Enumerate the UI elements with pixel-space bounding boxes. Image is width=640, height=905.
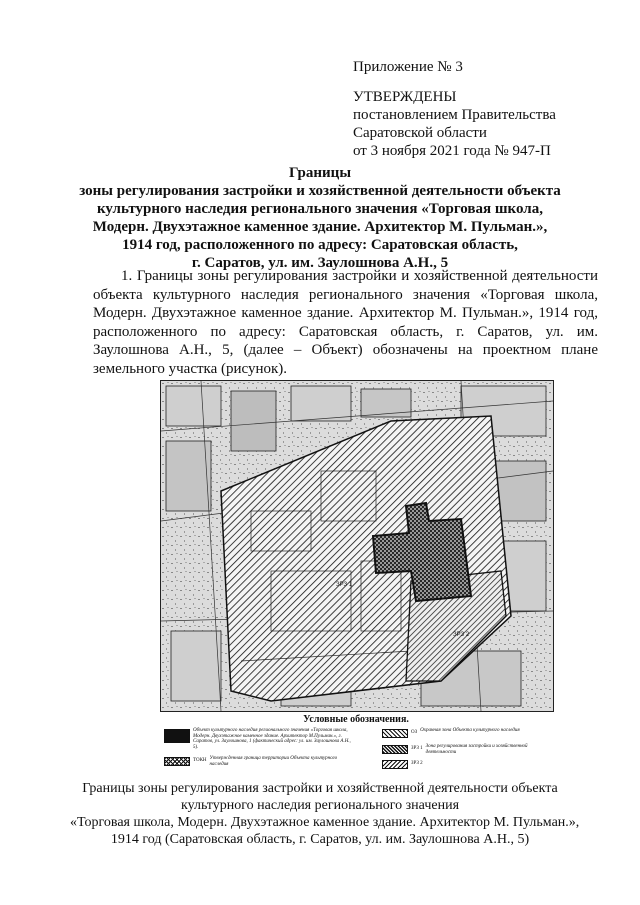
legend-text: Утвержденная граница территории Объекта культурного наследия [209,756,338,767]
legend-swatch-tokn [164,757,190,766]
map-legend [160,714,552,774]
legend-swatch-zrz1 [382,745,408,754]
legend-item-zrz1 [382,744,552,755]
legend-code: ЗРЗ 1 [411,746,423,751]
body-paragraph [93,267,598,378]
caption-line: 1914 год (Саратовская область, г. Саратов, ул. им. Заулошнова А.Н., 5) [110,832,530,847]
map-label-zrz2: ЗРЗ 2 [453,632,470,638]
legend-item-oz [382,728,552,738]
legend-item-zrz2 [382,759,552,769]
legend-title: Условные обозначения. [303,714,409,725]
heading-line: Границы [288,165,352,181]
legend-code: ЗРЗ 2 [411,761,423,766]
legend-swatch-zrz2 [382,760,408,769]
legend-swatch-object [164,729,190,743]
legend-text: Зона регулирования застройки и хозяйственной деятельности [425,744,528,755]
heading-line: 1914 год, расположенного по адресу: Саратовская область, [122,237,518,253]
heading-line: г. Саратов, ул. им. Заулошнова А.Н., 5 [191,255,449,271]
approval-line: постановлением Правительства [353,107,556,123]
map-label-zrz1: ЗРЗ 1 [336,582,353,588]
appendix-number: Приложение № 3 [353,59,463,75]
heading-line: культурного наследия регионального значения «Торговая школа, [97,201,543,217]
legend-code: ТОКН [193,758,207,763]
site-plan-map [160,380,554,712]
approval-line: УТВЕРЖДЕНЫ [353,89,457,105]
map-drawing [161,381,553,711]
legend-code: ОЗ [411,730,418,735]
legend-text: Объект культурного наследия регионального значения «Торговая школа, Модерн. Двухэтажное каменное здание. Архитектор М.Пульман.», г. Саратов, ул. Заулошнова, 1 (фактический адрес: ул. им. Заулошнова А.Н., 5). [193,728,351,750]
legend-swatch-oz [382,729,408,738]
approval-line: от 3 ноября 2021 года № 947-П [353,143,551,159]
legend-item-object [164,728,354,750]
figure-caption [70,780,580,848]
legend-text: Охранная зона Объекта культурного наследия [420,728,520,733]
document-heading [70,164,570,272]
heading-line: Модерн. Двухэтажное каменное здание. Архитектор М. Пульман.», [92,219,548,235]
caption-line: «Торговая школа, Модерн. Двухэтажное каменное здание. Архитектор М. Пульман.», [70,815,580,830]
approval-line: Саратовской области [353,125,487,141]
caption-line: Границы зоны регулирования застройки и хозяйственной деятельности объекта [82,781,558,796]
heading-line: зоны регулирования застройки и хозяйственной деятельности объекта [79,183,561,199]
approval-block [353,58,603,160]
paragraph-text: 1. Границы зоны регулирования застройки и хозяйственной деятельности объекта культурного наследия регионального значения «Торговая школа, Модерн. Двухэтажное каменное здание. Архитектор М. Пульман.», 1914 год, расположенного по адресу: Саратовская область, г. Саратов, ул. им. Заулошнова А.Н., 5, (далее – Объект) обозначены на проектном плане земельного участка (рисунок). [93,268,598,377]
legend-item-tokn [164,756,354,767]
caption-line: культурного наследия регионального значения [180,798,460,813]
